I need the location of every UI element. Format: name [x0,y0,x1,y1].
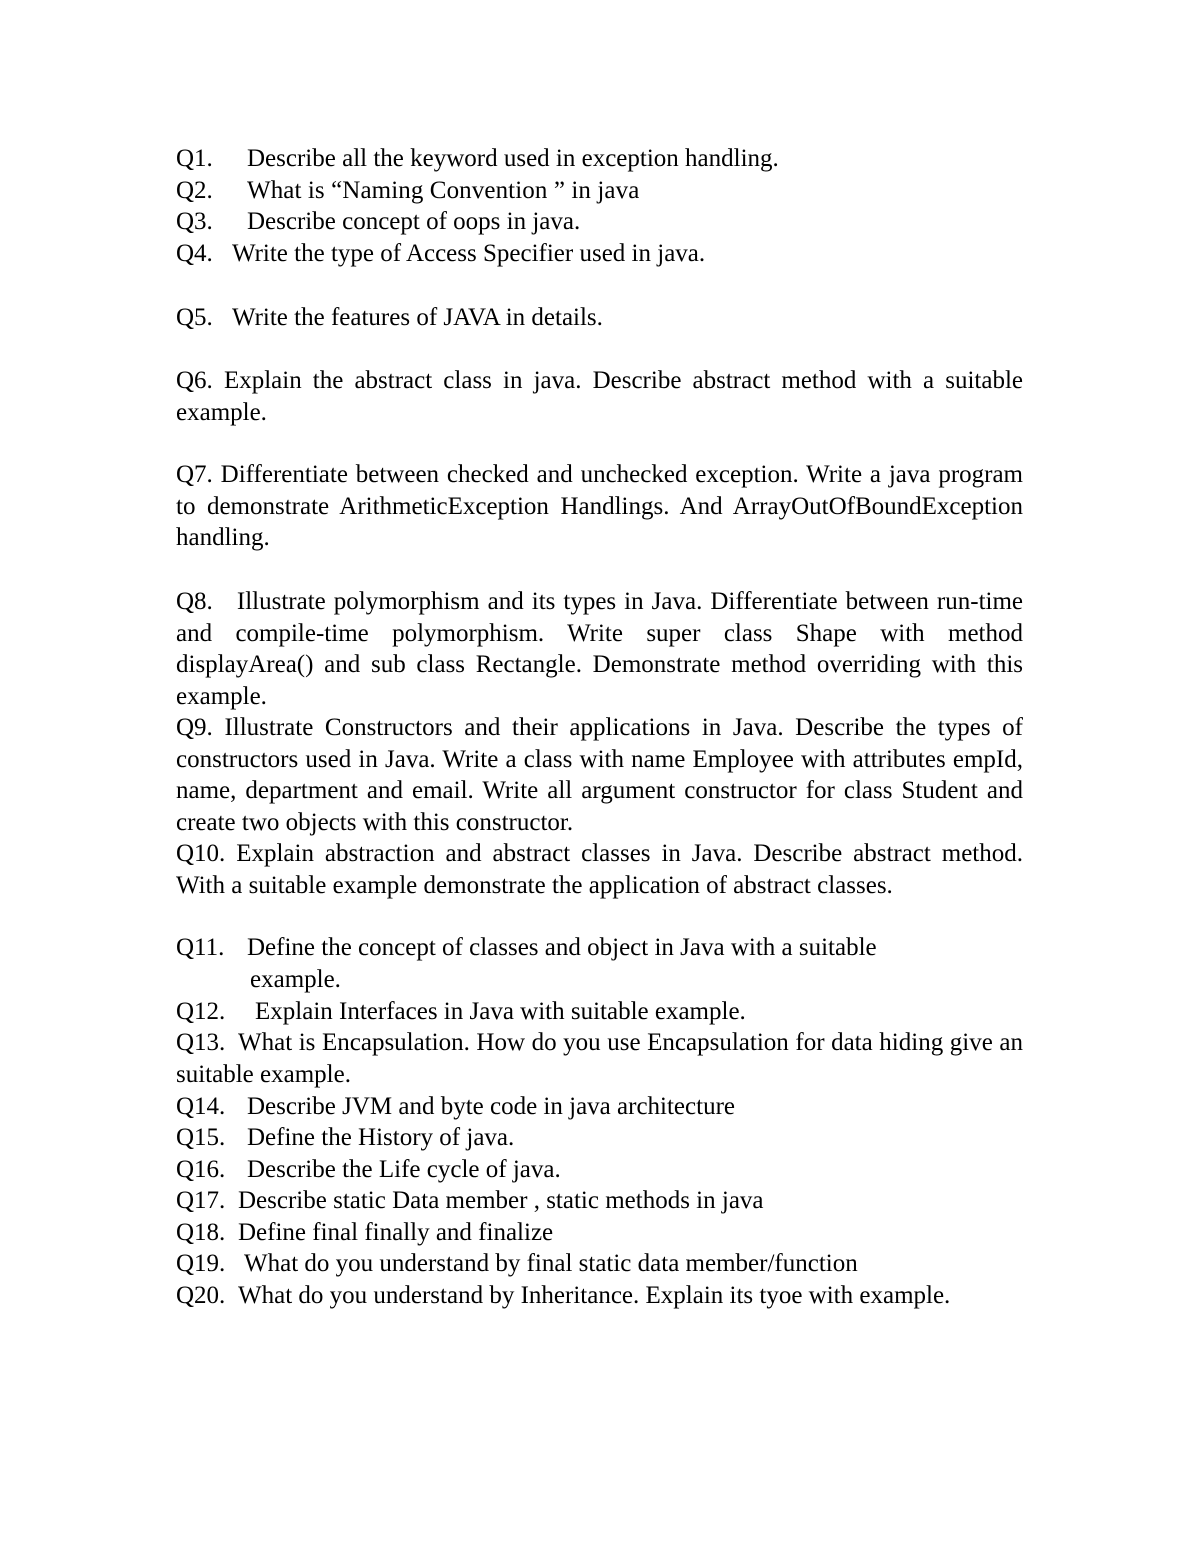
question-text: Illustrate Constructors and their applications in Java. Describe the types of constructors used in Java. Write a class with name Employee with attributes empId, name, department and email. Write all argument constructor for class Student and create two objects with this constructor. [176,714,1024,836]
question-2 [176,175,639,206]
question-text: Describe JVM and byte code in java architecture [247,1093,735,1120]
question-text: Describe static Data member , static methods in java [238,1187,764,1214]
question-17 [176,1185,764,1216]
question-15 [176,1122,514,1153]
question-text: Write the features of JAVA in details. [232,304,603,331]
question-18 [176,1217,553,1248]
question-text: What is “Naming Convention ” in java [247,177,640,204]
question-14 [176,1091,735,1122]
question-10 [176,838,1023,901]
question-9 [176,712,1023,838]
question-8 [176,586,1023,712]
question-number: Q15. [176,1124,226,1151]
question-number: Q6. [176,367,213,394]
question-12 [176,996,746,1027]
question-1 [176,143,779,174]
question-11 [176,932,877,963]
question-number: Q7. [176,461,213,488]
question-20 [176,1280,950,1311]
question-number: Q20. [176,1282,226,1309]
question-number: Q11. [176,934,225,961]
question-number: Q10. [176,840,226,867]
question-5 [176,302,603,333]
question-number: Q16. [176,1156,226,1183]
question-number: Q4. [176,240,213,267]
question-number: Q12. [176,998,226,1025]
question-text: Describe concept of oops in java. [247,208,581,235]
question-7 [176,459,1023,554]
question-text: Define final finally and finalize [238,1219,554,1246]
question-13 [176,1027,1023,1090]
question-number: Q3. [176,208,213,235]
question-6 [176,365,1023,428]
question-number: Q8. [176,588,213,615]
question-text: Write the type of Access Specifier used in java. [232,240,706,267]
question-text: What do you understand by Inheritance. Explain its tyoe with example. [238,1282,951,1309]
question-number: Q18. [176,1219,226,1246]
question-3 [176,206,580,237]
question-text: Explain Interfaces in Java with suitable example. [255,998,746,1025]
question-19 [176,1248,858,1279]
question-11-continuation [250,964,341,995]
question-number: Q1. [176,145,213,172]
question-text: What do you understand by final static data member/function [244,1250,858,1277]
question-text: Illustrate polymorphism and its types in Java. Differentiate between run-time and compile-time polymorphism. Write super class Shape with method displayArea() and sub class Rectangle. Demonstrate method overriding with this example. [176,588,1024,710]
question-text: Differentiate between checked and unchecked exception. Write a java program to demonstrate ArithmeticException Handlings. And ArrayOutOfBoundException handling. [176,461,1024,551]
question-text: Define the concept of classes and object in Java with a suitable [247,934,877,961]
question-number: Q14. [176,1093,226,1120]
question-text: Describe the Life cycle of java. [247,1156,561,1183]
question-number: Q9. [176,714,213,741]
question-number: Q13. [176,1029,226,1056]
question-text: Explain the abstract class in java. Describe abstract method with a suitable example. [176,367,1024,426]
question-text: Define the History of java. [247,1124,515,1151]
question-16 [176,1154,561,1185]
question-text: What is Encapsulation. How do you use Encapsulation for data hiding give an suitable example. [176,1029,1023,1088]
question-number: Q19. [176,1250,226,1277]
question-number: Q17. [176,1187,226,1214]
question-text: Describe all the keyword used in exception handling. [247,145,779,172]
question-4 [176,238,705,269]
question-number: Q5. [176,304,213,331]
question-text: Explain abstraction and abstract classes in Java. Describe abstract method. With a suitable example demonstrate the application of abstract classes. [176,840,1023,899]
question-text-continued: example. [250,966,341,993]
question-number: Q2. [176,177,213,204]
